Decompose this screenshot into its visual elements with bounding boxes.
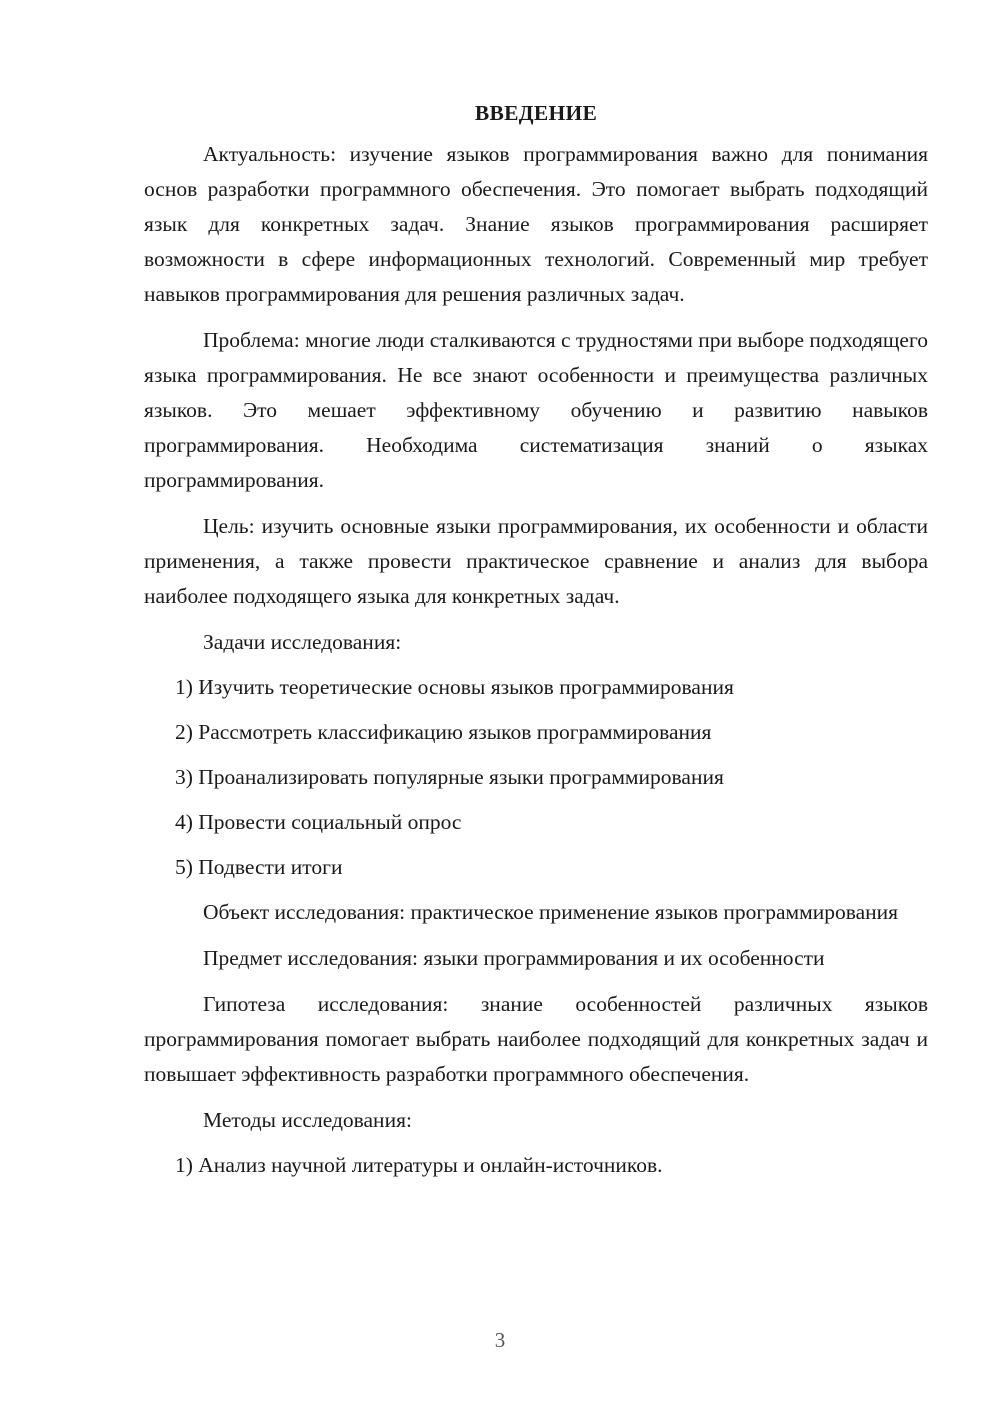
list-item: 1) Анализ научной литературы и онлайн-источников.	[175, 1153, 663, 1177]
list-item: 3) Проанализировать популярные языки программирования	[175, 765, 724, 789]
subject-paragraph: Предмет исследования: языки программирования и их особенности	[203, 946, 825, 970]
object-paragraph: Объект исследования: практическое применение языков программирования	[203, 900, 899, 924]
methods-heading: Методы исследования:	[203, 1108, 412, 1132]
methods-list	[144, 1148, 928, 1183]
hypothesis-paragraph: Гипотеза исследования: знание особенностей различных языков программирования помогает выбрать наиболее подходящий для конкретных задач и повышает эффективность разработки программного обеспечения.	[144, 992, 928, 1086]
list-item: 2) Рассмотреть классификацию языков программирования	[175, 720, 712, 744]
page-number: 3	[494, 1328, 506, 1352]
page-title: ВВЕДЕНИЕ	[474, 101, 598, 125]
list-item: 5) Подвести итоги	[175, 855, 343, 879]
list-item: 1) Изучить теоретические основы языков программирования	[175, 675, 734, 699]
tasks-heading: Задачи исследования:	[203, 630, 402, 654]
relevance-paragraph: Актуальность: изучение языков программирования важно для понимания основ разработки программного обеспечения. Это помогает выбрать подходящий язык для конкретных задач. Знание языков программирования расширяет возможности в сфере информационных технологий. Современный мир требует навыков программирования для решения различных задач.	[144, 142, 928, 306]
tasks-list	[144, 670, 928, 885]
problem-paragraph: Проблема: многие люди сталкиваются с трудностями при выборе подходящего языка программирования. Не все знают особенности и преимущества различных языков. Это мешает эффективному обучению и развитию навыков программирования. Необходима систематизация знаний о языках программирования.	[144, 328, 928, 492]
document-page	[144, 96, 928, 1193]
goal-paragraph: Цель: изучить основные языки программирования, их особенности и области применения, а также провести практическое сравнение и анализ для выбора наиболее подходящего языка для конкретных задач.	[144, 514, 928, 608]
list-item: 4) Провести социальный опрос	[175, 810, 462, 834]
